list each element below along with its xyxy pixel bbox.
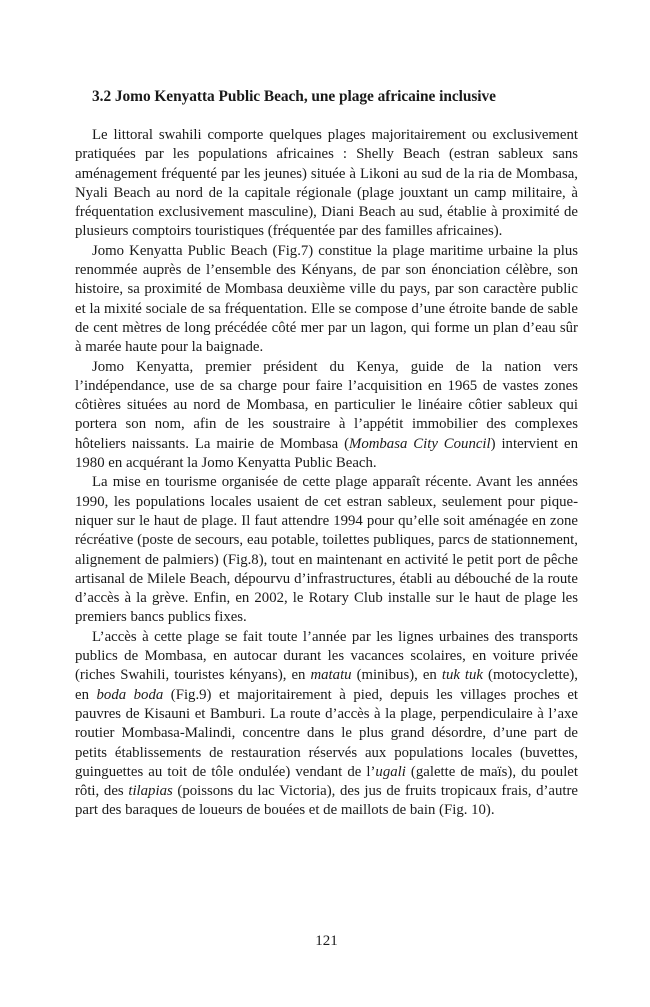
text-run: (poissons du lac Victoria), des jus de fruits tropicaux frais, d’autre part des baraques de loueurs de bouées et de maillots de bain (Fig. 10). [75,783,578,819]
italic-term: matatu [310,667,352,684]
text-run: ) intervient en 1980 en acquérant la Jomo Kenyatta Public Beach. [75,435,578,472]
italic-term: tuk tuk [441,667,483,684]
paragraph-1 [75,126,578,242]
italic-term: tilapias [128,783,173,800]
italic-term: ugali [375,763,406,780]
text-run: Jomo Kenyatta Public Beach (Fig.7) constitue la plage maritime urbaine la plus renommée auprès de l’ensemble des Kényans, de par son énonciation célèbre, son histoire, sa proximité de Mombasa deuxième ville du pays, par son caractère public et la mixité sociale de sa fréquentation. Elle se compose d’une étroite bande de sable de cent mètres de long précédée côté mer par un lagon, qui forme un plan d’eau sûr à marée haute pour la baignade. [75,242,578,356]
section-heading: 3.2 Jomo Kenyatta Public Beach, une plage africaine inclusive [92,88,496,105]
text-run: (motocyclette), en [75,667,578,703]
text-run: La mise en tourisme organisée de cette plage apparaît récente. Avant les années 1990, les populations locales usaient de cet estran sableux, seulement pour pique-niquer sur le haut de plage. Il faut attendre 1994 pour qu’elle soit aménagée en zone récréative (poste de secours, eau potable, toilettes publiques, parcs de stationnement, alignement de palmiers) (Fig.8), tout en maintenant en activité le petit port de pêche artisanal de Milele Beach, dépourvu d’infrastructures, établi au débouché de la route d’accès à la grève. Enfin, en 2002, le Rotary Club installe sur le haut de plage les premiers bancs publics fixes. [75,474,578,626]
paragraph-2 [75,242,578,358]
paragraph-5 [75,628,578,821]
document-page [75,0,578,1007]
paragraph-4 [75,473,578,627]
italic-term: Mombasa City Council [349,435,491,452]
italic-term: boda boda [96,686,164,703]
body-text [75,126,578,821]
page-number: 121 [315,933,338,949]
paragraph-3 [75,358,578,474]
text-run: Jomo Kenyatta, premier président du Kenya, guide de la nation vers l’indépendance, use de sa charge pour faire l’acquisition en 1965 de vastes zones côtières situées au nord de Mombasa, en particulier le linéaire côtier sableux qui portera son nom, afin de les soustraire à l’appétit immobilier des complexes hôteliers naissants. La mairie de Mombasa ( [75,358,578,452]
text-run: (galette de maïs), du poulet rôti, des [75,763,578,800]
text-run: Le littoral swahili comporte quelques plages majoritairement ou exclusivement pratiquées par les populations africaines : Shelly Beach (estran sableux sans aménagement fréquenté par les jeunes) située à Likoni au sud de la ria de Mombasa, Nyali Beach au nord de la capitale régionale (plage jouxtant un camp militaire, à fréquentation exclusivement masculine), Diani Beach au sud, établie à proximité de plusieurs comptoirs touristiques (fréquentée par des familles africaines). [75,127,578,240]
text-run: (minibus), en [351,667,442,684]
text-run: L’accès à cette plage se fait toute l’année par les lignes urbaines des transports publics de Mombasa, en autocar durant les vacances scolaires, en voiture privée (riches Swahili, touristes kényans), en [75,628,578,684]
text-run: (Fig.9) et majoritairement à pied, depuis les villages proches et pauvres de Kisauni et Bamburi. La route d’accès à la plage, perpendiculaire à l’axe routier Mombasa-Malindi, concentre dans le plus grand désordre, d’une part de petits établissements de restauration réservés aux populations locales (buvettes, guinguettes au toit de tôle ondulée) vendant de l’ [75,686,579,780]
